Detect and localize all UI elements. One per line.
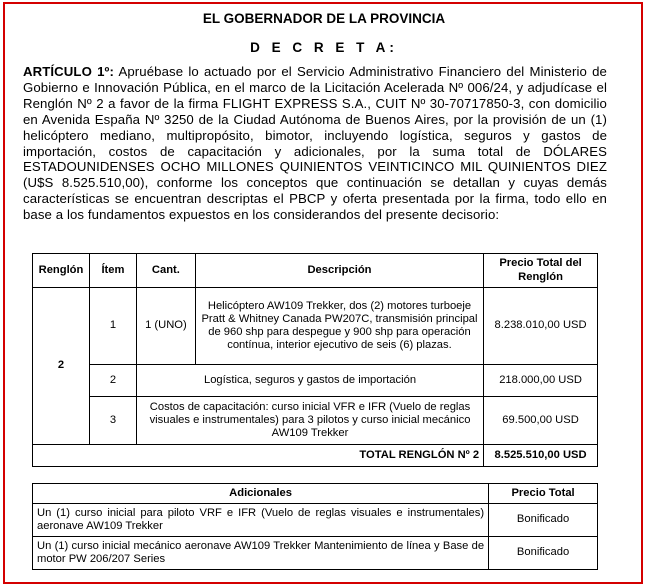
table-row [33,504,598,537]
header-cant: Cant. [136,254,195,288]
total-row [33,445,598,467]
item-number: 2 [89,365,136,397]
item-number: 1 [89,288,136,365]
decreta-heading: D E C R E T A: [250,40,398,55]
table-header-row [33,484,598,504]
item-price: 69.500,00 USD [484,397,598,445]
renglon-number: 2 [33,288,90,445]
table-row [33,365,598,397]
table-row [33,537,598,570]
total-value: 8.525.510,00 USD [484,445,598,467]
item-price: 8.238.010,00 USD [484,288,598,365]
adicional-description: Un (1) curso inicial para piloto VRF e IFR (Vuelo de reglas visuales e instrumentales) aeronave AW109 Trekker [33,504,489,537]
header-precio-total: Precio Total [489,484,598,504]
header-adicionales: Adicionales [33,484,489,504]
article-text: Apruébase lo actuado por el Servicio Administrativo Financiero del Ministerio de Gobierno e Innovación Pública, en el marco de la Licitación Acelerada Nº 006/24, y adjudícase el Renglón Nº 2 a favor de la firma FLIGHT EXPRESS S.A., CUIT Nº 30-70717850-3, con domicilio en Avenida España Nº 3250 de la Ciudad Autónoma de Buenos Aires, por la provisión de un (1) helicóptero mediano, multipropósito, bimotor, incluyendo logística, seguros y gastos de importación, costos de capacitación y adicionales, por la suma total de DÓLARES ESTADOUNIDENSES OCHO MILLONES QUINIENTOS VEINTICINCO MIL QUINIENTOS DIEZ (U$S 8.525.510,00), conforme los conceptos que continuación se detallan y cuyas demás características se encuentran descriptas el PBCP y oferta presentada por la firma, todo ello en base a los fundamentos expuestos en los considerandos del presente decisorio: [23,64,607,223]
adicional-description: Un (1) curso inicial mecánico aeronave AW109 Trekker Mantenimiento de línea y Base de motor PW 206/207 Series [33,537,489,570]
header-item: Ítem [89,254,136,288]
header-descripcion: Descripción [195,254,483,288]
item-quantity: 1 (UNO) [136,288,195,365]
item-description: Logística, seguros y gastos de importación [136,365,483,397]
adicional-price: Bonificado [489,504,598,537]
table-row [33,288,598,365]
item-description: Costos de capacitación: curso inicial VFR e IFR (Vuelo de reglas visuales e instrumentales) para 3 pilotos y curso inicial mecánico AW109 Trekker [136,397,483,445]
renglon-table [32,253,598,467]
table-row [33,397,598,445]
article-1-paragraph [23,64,607,223]
adicionales-table [32,483,598,570]
table-header-row [33,254,598,288]
adicional-price: Bonificado [489,537,598,570]
item-description: Helicóptero AW109 Trekker, dos (2) motores turboeje Pratt & Whitney Canada PW207C, transmisión principal de 960 shp para despegue y 900 shp para operación contínua, interior ejecutivo de seis (6) plazas. [195,288,483,365]
total-label: TOTAL RENGLÓN Nº 2 [33,445,484,467]
item-number: 3 [89,397,136,445]
governor-heading: EL GOBERNADOR DE LA PROVINCIA [202,11,446,26]
header-precio: Precio Total del Renglón [484,254,598,288]
article-label: ARTÍCULO 1º: [23,64,114,79]
item-price: 218.000,00 USD [484,365,598,397]
header-renglon: Renglón [33,254,90,288]
